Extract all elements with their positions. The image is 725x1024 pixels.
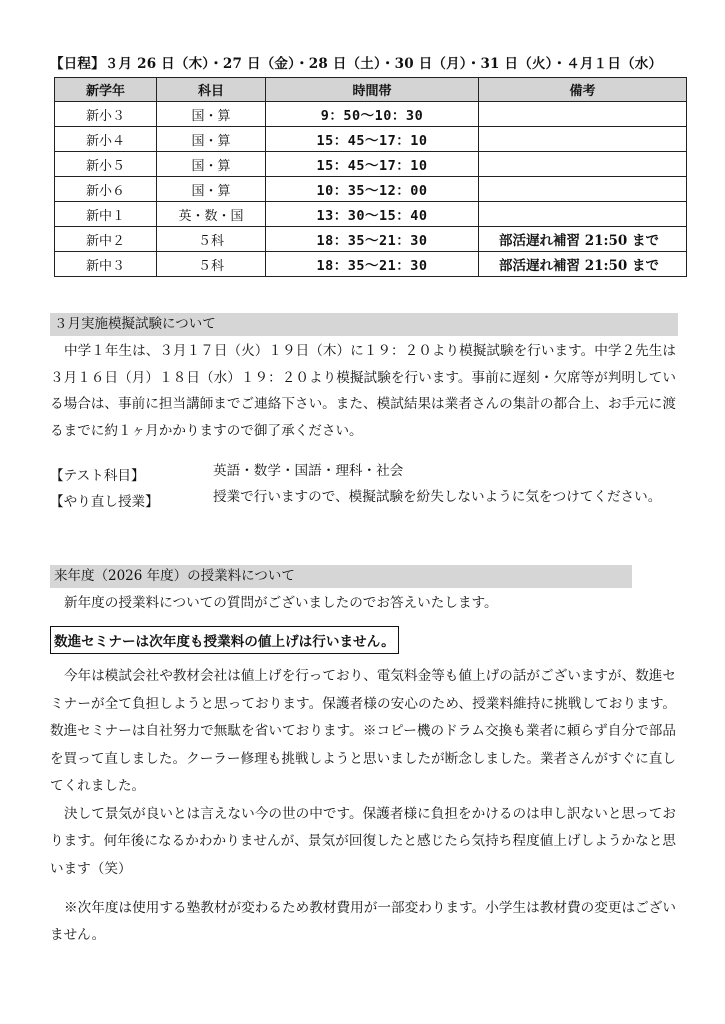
table-row xyxy=(55,177,687,202)
tuition-paragraph-2: 決して景気が良いとは言えない今の世の中です。保護者様に負担をかけるのは申し訳ないと思っております。何年後になるかわかりませんが、景気が回復したと感じたら気持ち程度値上げしようかなと思います（笑） xyxy=(50,805,676,877)
cell-time: 18：35〜21：30 xyxy=(266,252,479,277)
cell-subject: 国・算 xyxy=(157,127,266,152)
tuition-heading: 来年度（2026 年度）の授業料について xyxy=(50,565,632,588)
cell-subject: 英・数・国 xyxy=(157,202,266,227)
table-row xyxy=(55,102,687,127)
mock-exam-heading: ３月実施模擬試験について xyxy=(50,313,678,336)
schedule-table xyxy=(54,77,687,277)
cell-time: 9：50〜10：30 xyxy=(266,102,479,127)
tuition-paragraph-1: 今年は模試会社や教材会社は値上げを行っており、電気料金等も値上げの話がございますが、数進セミナーが全て負担しようと思っております。保護者様の安心のため、授業料維持に挑戦しております。数進セミナーは自社努力で無駄を省いております。※コピー機のドラム交換も業者に頼らず自分で部品を買って直しました。クーラー修理も挑戦しようと思いましたが断念しました。業者さんがすぐに直してくれました。 xyxy=(50,668,676,794)
cell-time: 15：45〜17：10 xyxy=(266,127,479,152)
header-note: 備考 xyxy=(479,78,687,102)
cell-time: 15：45〜17：10 xyxy=(266,152,479,177)
cell-subject: 国・算 xyxy=(157,102,266,127)
retry-class-label: 【やり直し授業】 xyxy=(50,494,159,510)
header-time: 時間帯 xyxy=(266,78,479,102)
cell-grade: 新小５ xyxy=(55,152,157,177)
cell-note xyxy=(479,102,687,127)
cell-note xyxy=(479,202,687,227)
table-row xyxy=(55,252,687,277)
tuition-intro: 新年度の授業料についての質問がございましたのでお答えいたします。 xyxy=(64,595,498,611)
table-header-row xyxy=(55,78,687,102)
cell-time: 13：30〜15：40 xyxy=(266,202,479,227)
materials-note: ※次年度は使用する塾教材が変わるため教材費用が一部変わります。小学生は教材費の変更はございません。 xyxy=(50,900,676,943)
cell-time: 18：35〜21：30 xyxy=(266,227,479,252)
retry-class-value: 授業で行いますので、模擬試験を紛失しないように気をつけてください。 xyxy=(213,489,662,505)
cell-grade: 新小６ xyxy=(55,177,157,202)
cell-grade: 新小４ xyxy=(55,127,157,152)
cell-grade: 新中１ xyxy=(55,202,157,227)
cell-note xyxy=(479,177,687,202)
cell-subject: ５科 xyxy=(157,227,266,252)
schedule-title: 【日程】３月 26 日（木）・27 日（金）・28 日（土）・30 日（月）・31 日（火）・４月１日（水） xyxy=(50,56,663,72)
cell-note xyxy=(479,152,687,177)
cell-grade: 新小３ xyxy=(55,102,157,127)
cell-note: 部活遅れ補習 21:50 まで xyxy=(479,227,687,252)
tuition-announcement-box: 数進セミナーは次年度も授業料の値上げは行いません。 xyxy=(50,626,399,654)
cell-subject: 国・算 xyxy=(157,177,266,202)
header-subject: 科目 xyxy=(157,78,266,102)
tuition-body xyxy=(50,663,676,883)
cell-time: 10：35〜12：00 xyxy=(266,177,479,202)
cell-grade: 新中２ xyxy=(55,227,157,252)
test-subjects-label: 【テスト科目】 xyxy=(50,468,145,484)
table-row xyxy=(55,127,687,152)
cell-subject: 国・算 xyxy=(157,152,266,177)
header-grade: 新学年 xyxy=(55,78,157,102)
table-row xyxy=(55,227,687,252)
cell-subject: ５科 xyxy=(157,252,266,277)
cell-grade: 新中３ xyxy=(55,252,157,277)
table-row xyxy=(55,152,687,177)
table-row xyxy=(55,202,687,227)
cell-note: 部活遅れ補習 21:50 まで xyxy=(479,252,687,277)
mock-exam-body: 中学１年生は、３月１７日（火）１９日（木）に１９：２０より模擬試験を行います。中学２先生は３月１６日（月）１８日（水）１９：２０より模擬試験を行います。事前に遅刻・欠席等が判明している場合は、事前に担当講師までご連絡下さい。また、模試結果は業者さんの集計の都合上、お手元に渡るまでに約１ヶ月かかりますので御了承ください。 xyxy=(50,343,676,439)
cell-note xyxy=(479,127,687,152)
test-subjects-value: 英語・数学・国語・理科・社会 xyxy=(213,463,404,479)
